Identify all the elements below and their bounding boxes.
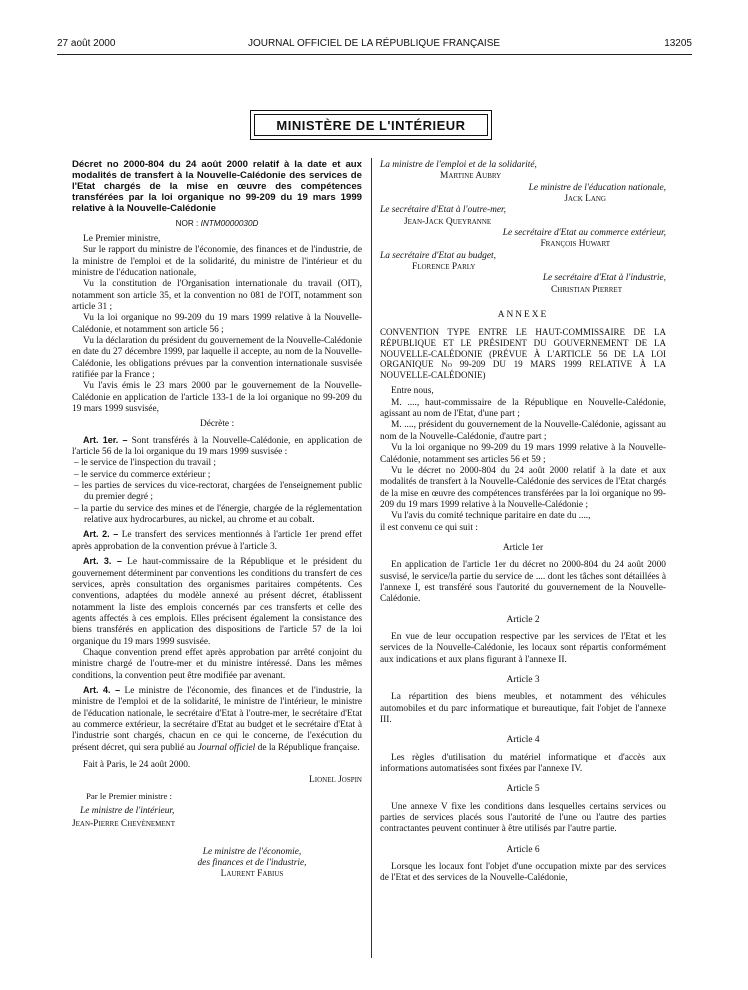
ministry-box: [250, 110, 492, 140]
article-2-label: Art. 2. –: [83, 529, 119, 540]
journal-officiel-italic: Journal officiel: [197, 742, 256, 753]
header-date: 27 août 2000: [57, 38, 116, 49]
signatory-5-name: Florence Parly: [412, 262, 476, 273]
signatory-6-name: Christian Pierret: [551, 284, 622, 295]
header-page-number: 13205: [664, 38, 692, 49]
signatory-4-title: Le secrétaire d'Etat au commerce extérieur,: [502, 228, 666, 239]
signatory-3-name: Jean-Jack Queyranne: [404, 216, 492, 227]
decree-title: Décret no 2000-804 du 24 août 2000 relatif à la date et aux modalités de transfert à la Nouvelle-Calédonie des services de l'Etat chargés de la mise en œuvre des compétences transférées par la loi organique no 99-209 du 19 mars 1999 relative à la Nouvelle-Calédonie: [72, 159, 362, 214]
left-column: [72, 160, 362, 881]
nor-reference: [72, 218, 362, 229]
article-3-heading: Article 3: [506, 675, 540, 685]
convention-title: CONVENTION TYPE ENTRE LE HAUT-COMMISSAIRE DE LA RÉPUBLIQUE ET LE PRÉSIDENT DU GOUVERNEMENT DE LA NOUVELLE-CALÉDONIE (PRÉVUE À L'ARTICLE 56 DE LA LOI ORGANIQUE No 99-209 DU 19 MARS 1999 RELATIVE À LA NOUVELLE-CALÉDONIE): [380, 327, 666, 380]
article-1-list: [72, 458, 362, 526]
article-4-label: Art. 4. –: [83, 684, 121, 695]
ministre-economie-block: [72, 847, 362, 881]
preamble-vu-declaration: Vu la déclaration du président du gouvernement de la Nouvelle-Calédonie en date du 27 décembre 1999, par laquelle il accepte, au nom de la Nouvelle-Calédonie, les obligations prévues par la convention internationale susvisée ratifiée par la France ;: [72, 335, 362, 380]
signatory-2-name: Jack Lang: [564, 194, 606, 205]
article-5-body: Une annexe V fixe les conditions dans lesquelles certains services ou parties de services placés sous l'autorité de l'une ou l'autre des parties contractantes peuvent continuer à être utilisés par l'autre partie.: [380, 801, 666, 835]
preamble-vu-oit: Vu la constitution de l'Organisation internationale du travail (OIT), notamment son article 35, et la convention no 081 de l'OIT, notamment son article 31 ;: [72, 279, 362, 312]
article-1-text: Sont transférés à la Nouvelle-Calédonie, en application de l'article 56 de la loi organique du 19 mars 1999 susvisée :: [72, 435, 363, 458]
preamble-vu-avis: Vu l'avis émis le 23 mars 2000 par le gouvernement de la Nouvelle-Calédonie en application de l'article 133-1 de la loi organique no 99-209 du 19 mars 1999 susvisée,: [72, 381, 362, 415]
article-3-text: Le haut-commissaire de la République et le président du gouvernement déterminent par conventions les conditions du transfert de ces services, après consultation des organismes paritaires compétents. Ces conventions, adaptées du modèle annexé au présent décret, établissent notamment la liste des emplois concernés par ces transferts et celle des agents affectés à ces emplois. Elles précisent également la consistance des biens transférés en application des dispositions de l'article 57 de la loi organique du 19 mars 1999 susvisée.: [72, 557, 362, 647]
list-item: – la partie du service des mines et de l'énergie, chargée de la réglementation relative aux hydrocarbures, au nickel, au chrome et au cobalt.: [74, 503, 362, 526]
article-1-body: En application de l'article 1er du décret no 2000-804 du 24 août 2000 susvisé, le service/la partie du service de .... dont les tâches sont détaillées à l'annexe I, est transféré sous l'autorité du gouvernement de la Nouvelle-Calédonie.: [380, 560, 666, 605]
article-2-body: En vue de leur occupation respective par les services de l'Etat et les services de la Nouvelle-Calédonie, les locaux sont répartis conformément aux indications et aux plans figurant à l'annexe II.: [380, 631, 666, 665]
list-item: – le service du commerce extérieur ;: [74, 469, 211, 480]
article-4: [72, 685, 362, 754]
article-1-heading: Article 1er: [502, 542, 544, 553]
nor-label: NOR :: [175, 218, 199, 228]
vu-avis-comite: Vu l'avis du comité technique paritaire en date du ....,: [391, 511, 591, 522]
header-rule: [57, 54, 692, 55]
article-2: [72, 529, 362, 553]
article-5-heading: Article 5: [506, 784, 540, 795]
article-4-heading: Article 4: [506, 735, 540, 746]
ministre-economie-title-1: Le ministre de l'économie,: [202, 846, 302, 857]
article-1-label: Art. 1er. –: [83, 434, 128, 445]
right-column: [380, 160, 666, 885]
article-6-body: Lorsque les locaux font l'objet d'une occupation mixte par des services de l'Etat et des services de la Nouvelle-Calédonie,: [380, 862, 666, 884]
signatory-1-name: Martine Aubry: [440, 171, 502, 182]
nor-code: INTM0000030D: [200, 218, 259, 228]
par-le-premier-ministre: Par le Premier ministre :: [86, 790, 172, 801]
article-2-heading: Article 2: [506, 614, 540, 625]
signatory-5-title: La secrétaire d'Etat au budget,: [380, 250, 496, 261]
article-3-body: La répartition des biens meubles, et notamment des véhicules automobiles et du parc informatique et bureautique, fait l'objet de l'annexe III.: [380, 692, 666, 726]
fait-a-paris: Fait à Paris, le 24 août 2000.: [83, 760, 191, 770]
preamble-rapport: Sur le rapport du ministre de l'économie, des finances et de l'industrie, de la ministre de l'emploi et de la solidarité, du ministre de l'intérieur et du ministre de l'éducation nationale,: [72, 245, 362, 278]
ministry-heading: MINISTÈRE DE L'INTÉRIEUR: [254, 114, 488, 136]
list-item: – le service de l'inspection du travail ;: [74, 458, 217, 469]
ministre-interieur-title: Le ministre de l'intérieur,: [80, 806, 175, 817]
article-3: [72, 556, 362, 648]
signatory-2-title: Le ministre de l'éducation nationale,: [528, 182, 666, 193]
ministre-economie-name: Laurent Fabius: [220, 869, 284, 880]
column-divider: [371, 158, 372, 958]
decrete-heading: Décrète :: [199, 419, 235, 430]
header-journal-title: JOURNAL OFFICIEL DE LA RÉPUBLIQUE FRANÇAISE: [247, 38, 501, 49]
article-4-text: Le ministre de l'économie, des finances et de l'industrie, la ministre de l'emploi et de la solidarité, le ministre de l'intérieur, le ministre de l'éducation nationale, le secrétaire d'Etat à l'outre-mer, le secrétaire d'Etat au commerce extérieur, la secrétaire d'Etat au budget et le secrétaire d'Etat à l'industrie sont chargés, chacun en ce qui le concerne, de l'exécution du présent décret, qui sera publié au: [72, 685, 363, 753]
article-6-heading: Article 6: [506, 844, 540, 855]
signatory-3-title: Le secrétaire d'Etat à l'outre-mer,: [380, 205, 506, 216]
preamble-premier-ministre: Le Premier ministre,: [83, 233, 161, 244]
article-4-body: Les règles d'utilisation du matériel informatique et d'accès aux informations automatisées sont fixées par l'annexe IV.: [380, 752, 666, 775]
party-president: M. ...., président du gouvernement de la Nouvelle-Calédonie, agissant au nom de la Nouvelle-Calédonie, d'autre part ;: [380, 420, 666, 442]
party-haut-commissaire: M. ...., haut-commissaire de la République en Nouvelle-Calédonie, agissant au nom de l'Etat, d'une part ;: [380, 397, 666, 420]
annexe-heading: ANNEXE: [497, 310, 549, 321]
article-1: [72, 435, 362, 459]
signatory-6-title: Le secrétaire d'Etat à l'industrie,: [542, 273, 666, 284]
ministre-economie-title-2: des finances et de l'industrie,: [197, 858, 307, 869]
signature-premier-ministre: Lionel Jospin: [309, 775, 362, 786]
il-est-convenu: il est convenu ce qui suit :: [380, 522, 478, 533]
entre-nous: Entre nous,: [391, 386, 434, 397]
signatory-1-title: La ministre de l'emploi et de la solidarité,: [380, 160, 537, 170]
signatory-4-name: François Huwart: [540, 239, 610, 250]
vu-decret: Vu le décret no 2000-804 du 24 août 2000 relatif à la date et aux modalités de transfert à la Nouvelle-Calédonie des services de l'Etat chargés de la mise en œuvre des compétences transférées par la loi organique no 99-209 du 19 mars 1999 relative à la Nouvelle-Calédonie ;: [380, 465, 666, 510]
list-item: – les parties de services du vice-rectorat, chargées de l'enseignement public du premier degré ;: [74, 481, 362, 503]
ministre-interieur-name: Jean-Pierre Chevènement: [72, 819, 176, 830]
article-3-paragraph-2: Chaque convention prend effet après approbation par arrêté conjoint du ministre chargé de l'outre-mer et du ministre intéressé. Dans les mêmes conditions, la convention peut être modifiée par avenant.: [72, 647, 362, 681]
article-2-text: Le transfert des services mentionnés à l'article 1er prend effet après approbation de la convention prévue à l'article 3.: [72, 530, 362, 552]
article-3-label: Art. 3. –: [83, 556, 122, 567]
article-4-end: de la République française.: [257, 742, 360, 753]
vu-loi-organique: Vu la loi organique no 99-209 du 19 mars 1999 relative à la Nouvelle-Calédonie, notamment ses articles 56 et 59 ;: [380, 443, 666, 465]
preamble-vu-loi: Vu la loi organique no 99-209 du 19 mars 1999 relative à la Nouvelle-Calédonie, et notamment son article 56 ;: [72, 313, 362, 335]
